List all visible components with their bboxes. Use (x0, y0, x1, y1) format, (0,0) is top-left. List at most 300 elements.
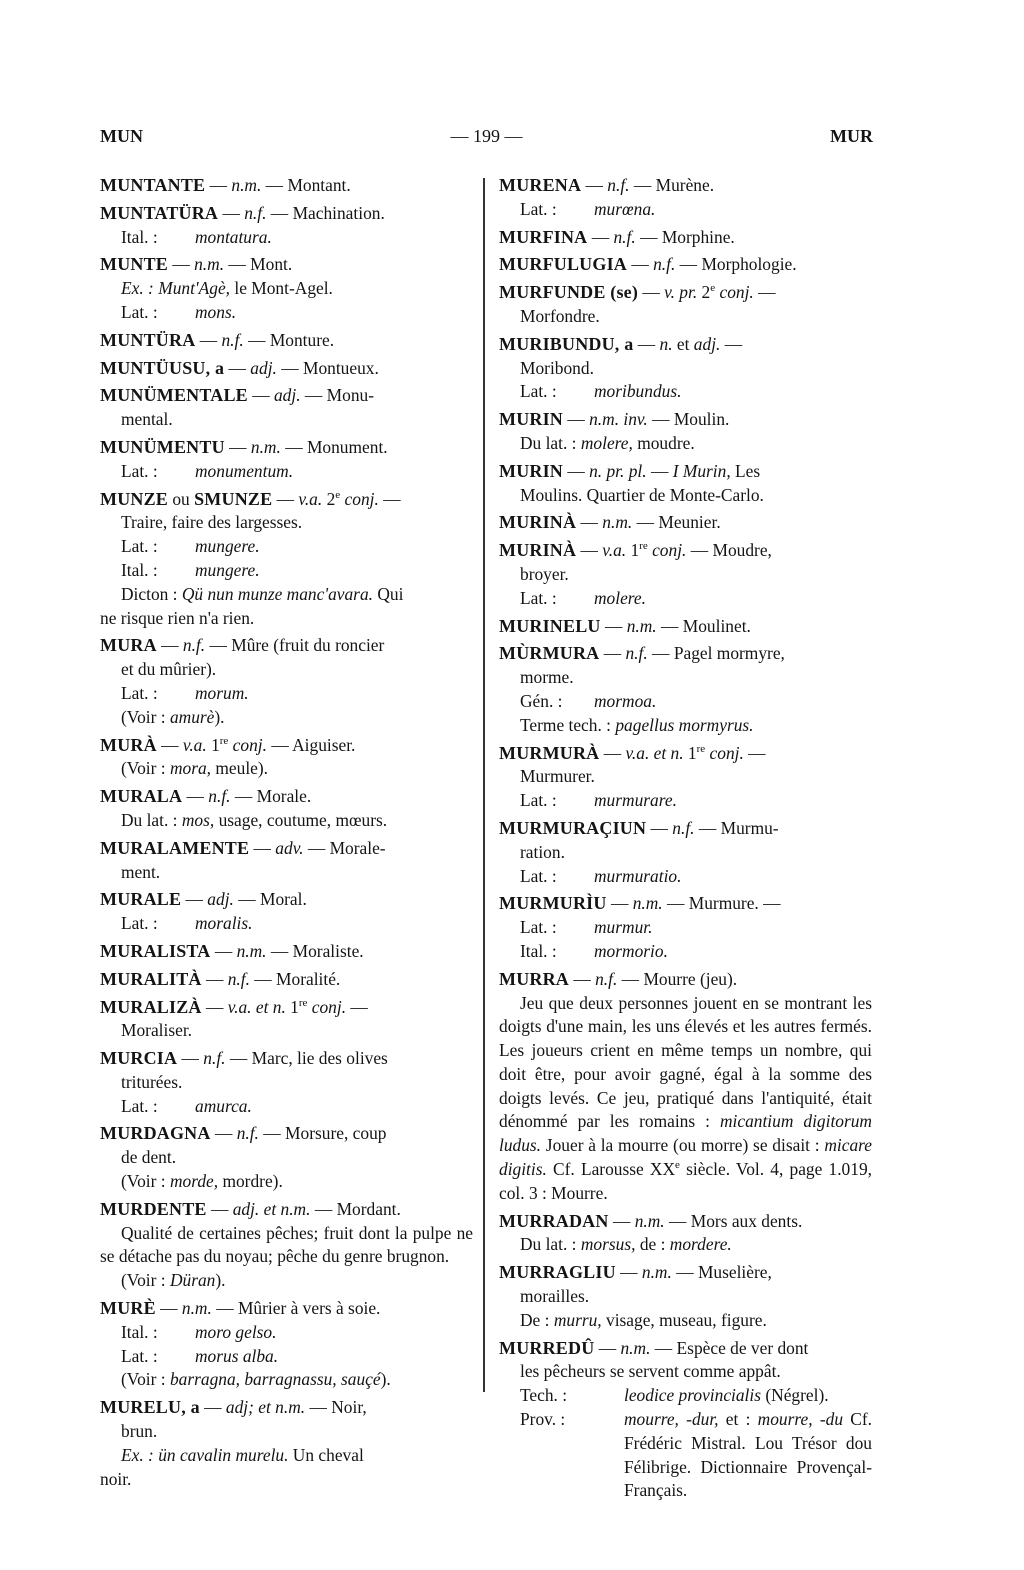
origin-word: mordere. (669, 1234, 732, 1255)
dictionary-entry (100, 1047, 473, 1118)
description-paragraph: Jeu que deux personnes jouent en se montrant les doigts d'une main, les uns élevés et les autres fermés. Les joueurs crient en même temps un nombre, qui doit être, pour avoir gagné, égal à la somme des doigts levés. Ce jeu, pratiqué dans l'antiquité, était dénommé par les romains : micantium digitorum ludus. Jouer à la mourre (ou morre) se disait : micare digitis. Cf. Larousse XXe siècle. Vol. 4, page 1.019, col. 3 : Mourre. (499, 992, 872, 1203)
etymology-value: morus alba. (195, 1345, 279, 1366)
description-paragraph: Qualité de certaines pêches; fruit dont la pulpe ne se détache pas du noyau; pêche du genre brugnon. (100, 1222, 473, 1267)
etymology-value: mungere. (195, 536, 260, 557)
headword: MURINELU (499, 615, 601, 636)
entry-headline: MUNÜMENTALE — adj. — Monu- (100, 385, 374, 406)
entry-headline: MURCIA — n.f. — Marc, lie des olives (100, 1048, 388, 1069)
conjugation-label: conj. (232, 734, 267, 755)
definition: Murmure. (688, 893, 759, 914)
dictionary-entry (100, 1297, 473, 1392)
headword: MURENA (499, 175, 582, 195)
latin-phrase: micantium digitorum ludus. (499, 1111, 872, 1156)
grammar-label: n.f. (607, 175, 630, 195)
headword: MURFINA (499, 226, 588, 247)
grammar-label: n.f. (653, 254, 676, 275)
conjugation-label: conj. (652, 540, 687, 561)
grammar-label: v.a. et n. (625, 742, 684, 763)
dictionary-entry (100, 436, 473, 484)
definition-continuation: ration. (520, 841, 565, 862)
entry-headline: MURRA — n.f. — Mourre (jeu). (499, 968, 738, 989)
definition: Morphologie. (701, 254, 797, 275)
headword: MURALIZÀ (100, 996, 202, 1017)
definition-continuation: Moulins. Quartier de Monte-Carlo. (520, 484, 764, 505)
definition: Murène. (655, 175, 715, 195)
dictionary-entry (100, 1396, 473, 1491)
dictionary-entry (100, 996, 473, 1044)
dictionary-entry (499, 333, 872, 404)
origin-word: mos, (181, 809, 215, 830)
definition: Espèce de ver dont (676, 1337, 809, 1358)
origin-line: Du lat. : morsus, de : mordere. (520, 1234, 732, 1255)
headword: MURRAGLIU (499, 1262, 616, 1283)
definition: Monture. (269, 329, 335, 350)
etymology-label: Lat. : (121, 1345, 158, 1366)
grammar-label: n.f. (613, 226, 636, 247)
dictionary-entry (499, 892, 872, 963)
example: Ex. : Munt'Agè, le Mont-Agel. (121, 278, 333, 299)
definition: Morsure, coup (285, 1123, 387, 1144)
etymology-label: Lat. : (121, 301, 158, 322)
grammar-label: v.a. (602, 540, 627, 561)
etymology-line (100, 1095, 473, 1119)
see-also-term: barragna, barragnassu, sauçé (169, 1369, 381, 1390)
headword: MURIN (499, 409, 563, 430)
example-text: ün cavalin murelu. (158, 1444, 289, 1465)
dictionary-entry (100, 174, 473, 198)
headword: MURDENTE (100, 1198, 207, 1219)
see-also-term: Düran (169, 1270, 216, 1291)
definition-continuation: les pêcheurs se servent comme appât. (520, 1361, 781, 1382)
grammar-label: n.m. (250, 436, 281, 457)
headword: MURMURÌU (499, 893, 607, 914)
headword: MURIN (499, 460, 563, 481)
etymology-value: amurca. (195, 1095, 252, 1116)
etymology-value: mons. (195, 301, 237, 322)
headword: MUNTATÜRA (100, 202, 219, 223)
etymology-line (100, 559, 473, 583)
dictionary-entry (100, 888, 473, 936)
dictionary-entry (100, 785, 473, 833)
see-also: (Voir : amurè). (121, 706, 225, 727)
tech-value: leodice provincialis (Négrel). (624, 1385, 829, 1406)
entry-headline: MURMURÌU — n.m. — Murmure. — (499, 893, 781, 914)
etymology-line (100, 682, 473, 706)
headword: MURDAGNA (100, 1123, 211, 1144)
dictionary-entry (100, 1198, 473, 1293)
headword: MUNÜMENTALE (100, 385, 248, 406)
grammar-label: n.f. (236, 1123, 259, 1144)
etymology-line (499, 865, 872, 889)
grammar-label: adj. (273, 385, 301, 406)
dictionary-entry (100, 357, 473, 381)
definition: Moulin. (673, 409, 730, 430)
headword: MUNÜMENTU (100, 436, 225, 457)
etymology-value: morum. (195, 682, 249, 703)
right-column (499, 174, 872, 1507)
definition-continuation: brun. (121, 1421, 158, 1442)
entry-headline: MURDAGNA — n.f. — Morsure, coup (100, 1123, 387, 1144)
dictionary-entry (100, 1122, 473, 1193)
etymology-label: Lat. : (121, 536, 158, 557)
definition: Morale- (329, 837, 386, 858)
headword: MUNTÜUSU, a (100, 357, 225, 378)
entry-headline: MURRADAN — n.m. — Mors aux dents. (499, 1210, 803, 1231)
definition: Mont. (250, 254, 293, 275)
conjugation-label: conj. (709, 742, 744, 763)
headword: MURMURAÇIUN (499, 817, 647, 838)
definition: Moralité. (276, 968, 341, 989)
headword: MURIBUNDU, a (499, 333, 634, 354)
headword-variant: SMUNZE (194, 488, 273, 509)
etymology-label: Ital. : (121, 226, 158, 247)
grammar-label: n. pr. pl. (589, 460, 647, 481)
definition: Pagel mormyre, (673, 643, 785, 664)
provencal-word: mourre, -dur, (624, 1409, 719, 1430)
definition: Mûre (fruit du roncier (231, 635, 385, 656)
etymology-line (100, 535, 473, 559)
entry-headline: MURÈ — n.m. — Mûrier à vers à soie. (100, 1298, 381, 1319)
entry-headline: MURMURÀ — v.a. et n. 1re conj. — (499, 742, 766, 763)
etymology-value: murmuratio. (594, 865, 682, 886)
dictionary-entry (499, 1261, 872, 1332)
page-header (100, 126, 873, 154)
definition-continuation: Morfondre. (520, 305, 600, 326)
entry-headline: MURFUNDE (se) — v. pr. 2e conj. — (499, 282, 776, 303)
entry-headline: MURA — n.f. — Mûre (fruit du roncier (100, 635, 385, 656)
etymology-line (499, 789, 872, 813)
grammar-label: adj. (250, 357, 277, 378)
entry-headline: MURALITÀ — n.f. — Moralité. (100, 968, 341, 989)
entry-headline: MÙRMURA — n.f. — Pagel mormyre, (499, 643, 785, 664)
grammar-label: adj. (207, 889, 234, 910)
definition: Monument. (306, 436, 388, 457)
dictionary-entry (100, 488, 473, 631)
entry-headline: MUNTÜUSU, a — adj. — Montueux. (100, 357, 379, 378)
conjugation-superscript: re (219, 734, 229, 747)
headword: MURRA (499, 968, 569, 989)
entry-headline: MURINÀ — v.a. 1re conj. — Moudre, (499, 540, 772, 561)
definition: Monu- (326, 385, 374, 406)
grammar-label: adj; et n.m. (225, 1397, 306, 1418)
grammar-label: n.m. (641, 1262, 672, 1283)
etymology-label: Lat. : (121, 460, 158, 481)
entry-headline: MURIBUNDU, a — n. et adj. — (499, 333, 743, 354)
entry-headline: MURREDÛ — n.m. — Espèce de ver dont (499, 1337, 809, 1358)
entry-headline: MURELU, a — adj; et n.m. — Noir, (100, 1397, 367, 1418)
grammar-label: n.m. (236, 940, 267, 961)
tech-label: Tech. : (520, 1385, 568, 1406)
definition: Morale. (256, 786, 312, 807)
provencal-value: mourre, -dur, et : mourre, -du Cf. Frédéric Mistral. Lou Trésor dou Félibrige. Dictionnaire Provençal-Français. (624, 1409, 873, 1501)
headword: MURALE (100, 889, 182, 910)
etymology-label: Gén. : (520, 690, 563, 711)
see-also: (Voir : Düran). (121, 1270, 226, 1291)
etymology-line (499, 380, 872, 404)
grammar-label: n.f. (672, 817, 695, 838)
definition-continuation: morme. (520, 667, 574, 688)
etymology-label: Lat. : (520, 587, 557, 608)
latin-phrase: micare digitis. (499, 1135, 872, 1180)
headword: MUNTE (100, 254, 168, 275)
etymology-value: moro gelso. (195, 1321, 277, 1342)
entry-headline: MUNTE — n.m. — Mont. (100, 254, 293, 275)
headword: MUNTÜRA (100, 329, 196, 350)
saying-translation: ne risque rien n'a rien. (100, 607, 255, 628)
example: Ex. : ün cavalin murelu. Un cheval (121, 1444, 364, 1465)
entry-headline: MUNÜMENTU — n.m. — Monument. (100, 436, 388, 457)
origin-word: molere, (580, 432, 633, 453)
definition: Machination. (292, 202, 385, 223)
dictionary-entry (100, 940, 473, 964)
example-text: Munt'Agè, (158, 278, 231, 299)
tech-name: leodice provincialis (624, 1385, 761, 1406)
conjugation-label: conj. (344, 488, 379, 509)
grammar-label: n. (659, 333, 673, 354)
grammar-label: adv. (275, 837, 304, 858)
etymology-value: molere. (594, 587, 646, 608)
dictionary-entry (499, 253, 872, 277)
definition: Murmu- (720, 817, 779, 838)
grammar-label: n.m. (634, 1210, 665, 1231)
conjugation-superscript: e (335, 488, 341, 501)
headword: MUNTANTE (100, 175, 206, 195)
grammar-label: n.f. (182, 635, 206, 656)
headword: MURALISTA (100, 940, 211, 961)
definition-italic: I Murin, (672, 460, 731, 481)
etymology-value: moribundus. (594, 381, 682, 402)
etymology-label: Lat. : (520, 198, 557, 219)
entry-headline: MURALE — adj. — Moral. (100, 889, 307, 910)
dictionary-entry (100, 384, 473, 432)
grammar-label: n.f. (203, 1048, 226, 1069)
dictionary-entry (499, 642, 872, 737)
definition-continuation: Moraliser. (121, 1020, 192, 1041)
origin-line: Du lat. : molere, moudre. (520, 432, 695, 453)
etymology-label: Lat. : (520, 381, 557, 402)
grammar-label: v. pr. (664, 282, 698, 303)
dictionary-entry (499, 408, 872, 456)
example-continuation: noir. (100, 1468, 132, 1489)
definition: Moudre, (712, 540, 772, 561)
definition: Noir, (331, 1397, 367, 1418)
grammar-label: n.m. (602, 512, 633, 533)
headword: MURCIA (100, 1048, 178, 1069)
etymology-line (100, 1345, 473, 1369)
grammar-label: n.f. (208, 786, 231, 807)
origin-line: Du lat. : mos, usage, coutume, mœurs. (121, 809, 388, 830)
grammar-label: n.m. (231, 175, 262, 195)
grammar-label: v.a. (298, 488, 323, 509)
provencal-line (499, 1408, 872, 1503)
headword: MURFUNDE (se) (499, 282, 639, 303)
grammar-label: n.m. (194, 254, 225, 275)
dictionary-entry (100, 837, 473, 885)
etymology-value: murmur. (594, 917, 653, 938)
dictionary-entry (100, 253, 473, 324)
etymology-value: murœna. (594, 198, 656, 219)
superscript: e (675, 1159, 680, 1172)
definition-continuation: triturées. (121, 1071, 183, 1092)
etymology-value: mungere. (195, 559, 260, 580)
dictionary-entry (499, 460, 872, 508)
grammar-label: n.m. (620, 1337, 651, 1358)
see-also-term: amurè (169, 706, 215, 727)
etymology-line (499, 587, 872, 611)
etymology-label: Lat. : (121, 1095, 158, 1116)
dictionary-entry (499, 226, 872, 250)
definition-continuation: broyer. (520, 563, 569, 584)
example-label: Ex. : (121, 1444, 154, 1465)
technical-term: Terme tech. : pagellus mormyrus. (520, 714, 754, 735)
conjugation-label: conj. (311, 996, 347, 1017)
entry-headline: MURIN — n.m. inv. — Moulin. (499, 409, 730, 430)
definition: Mordant. (336, 1198, 401, 1219)
definition: Les (735, 460, 761, 481)
entry-headline: MUNTATÜRA — n.f. — Machination. (100, 202, 385, 223)
entry-headline: MUNTANTE — n.m. — Montant. (100, 175, 351, 195)
headword: MURINÀ (499, 512, 577, 533)
etymology-line (100, 226, 473, 250)
headword: MURALAMENTE (100, 837, 250, 858)
grammar-label: n.f. (221, 329, 244, 350)
entry-headline: MURDENTE — adj. et n.m. — Mordant. (100, 1198, 401, 1219)
entry-headline: MURFULUGIA — n.f. — Morphologie. (499, 254, 797, 275)
etymology-line (499, 916, 872, 940)
column-divider (483, 178, 485, 1392)
etymology-value: mormoa. (594, 690, 657, 711)
grammar-label: adj. (693, 333, 721, 354)
conjugation-superscript: re (696, 742, 706, 755)
provencal-word: mourre, -du (757, 1409, 844, 1430)
dictionary-entry (499, 615, 872, 639)
grammar-label: n.m. (626, 615, 657, 636)
entry-headline: MURÀ — v.a. 1re conj. — Aiguiser. (100, 734, 356, 755)
example-label: Ex. : (121, 278, 154, 299)
definition: Moulinet. (682, 615, 751, 636)
headword: MURRADAN (499, 1210, 609, 1231)
etymology-label: Ital. : (121, 559, 158, 580)
provencal-label: Prov. : (520, 1409, 566, 1430)
entry-headline: MURALISTA — n.m. — Moraliste. (100, 940, 364, 961)
definition: Mors aux dents. (690, 1210, 803, 1231)
definition-continuation: Murmurer. (520, 766, 595, 787)
definition: Marc, lie des olives (251, 1048, 388, 1069)
grammar-label: n.m. (632, 893, 663, 914)
dictionary-entry (499, 1337, 872, 1504)
saying-text: Qü nun munze manc'avara. (181, 583, 373, 604)
definition: Mûrier à vers à soie. (237, 1298, 381, 1319)
etymology-label: Lat. : (520, 865, 557, 886)
etymology-label: Lat. : (121, 682, 158, 703)
definition: Montant. (287, 175, 351, 195)
definition-continuation: mental. (121, 409, 173, 430)
etymology-label: Lat. : (121, 913, 158, 934)
entry-headline: MURRAGLIU — n.m. — Muselière, (499, 1262, 772, 1283)
grammar-label: v.a. (182, 734, 207, 755)
etymology-label: Lat. : (520, 917, 557, 938)
definition: Morphine. (661, 226, 735, 247)
etymology-line (100, 912, 473, 936)
dictionary-entry (499, 1210, 872, 1258)
headword: MURINÀ (499, 540, 577, 561)
tech-line (499, 1384, 872, 1408)
grammar-label: n.m. inv. (589, 409, 648, 430)
headword: MURALA (100, 786, 183, 807)
etymology-label: Lat. : (520, 790, 557, 811)
entry-headline: MUNTÜRA — n.f. — Monture. (100, 329, 335, 350)
headword: MURALITÀ (100, 968, 202, 989)
definition-continuation: morailles. (520, 1286, 590, 1307)
definition: Meunier. (658, 512, 721, 533)
definition-continuation: de dent. (121, 1147, 177, 1168)
dictionary-entry (100, 634, 473, 729)
headword: MURFULUGIA (499, 254, 627, 275)
entry-headline: MURMURAÇIUN — n.f. — Murmu- (499, 817, 779, 838)
definition: Muselière, (697, 1262, 772, 1283)
dictionary-entry (499, 968, 872, 1206)
etymology-line (100, 1321, 473, 1345)
definition-continuation: Traire, faire des largesses. (121, 512, 303, 533)
grammar-label: n.f. (625, 643, 648, 664)
dictionary-entry (100, 202, 473, 250)
definition: Aiguiser. (292, 734, 356, 755)
headword: MUNZE (100, 488, 168, 509)
conjugation-label: conj. (719, 282, 754, 303)
dictionary-entry (499, 281, 872, 329)
entry-headline: MURALAMENTE — adv. — Morale- (100, 837, 386, 858)
definition: Moraliste. (292, 940, 364, 961)
conjugation-superscript: re (298, 996, 308, 1009)
headword: MURÀ (100, 734, 157, 755)
headword: MURMURÀ (499, 742, 600, 763)
entry-headline: MURALIZÀ — v.a. et n. 1re conj. — (100, 996, 368, 1017)
etymology-value: montatura. (195, 226, 272, 247)
grammar-label: n.f. (595, 968, 618, 989)
etymology-line (499, 198, 872, 222)
see-also-term: mora, (169, 758, 212, 779)
dictionary-entry (100, 734, 473, 782)
etymology-line (100, 301, 473, 325)
grammar-label: v.a. et n. (227, 996, 286, 1017)
page-number: — 199 — (450, 126, 523, 146)
grammar-label: n.f. (244, 202, 267, 223)
etymology-label: Ital. : (520, 940, 557, 961)
entry-headline: MURFINA — n.f. — Morphine. (499, 226, 735, 247)
etymology-label: Ital. : (121, 1321, 158, 1342)
headword: MÙRMURA (499, 643, 600, 664)
grammar-label: adj. et n.m. (232, 1198, 311, 1219)
entry-headline: MURINÀ — n.m. — Meunier. (499, 512, 721, 533)
grammar-label: n.m. (181, 1298, 212, 1319)
definition: Montueux. (302, 357, 379, 378)
definition-continuation: ment. (121, 861, 161, 882)
entry-headline: MURALA — n.f. — Morale. (100, 786, 312, 807)
dictionary-entry (499, 817, 872, 888)
etymology-value: mormorio. (594, 940, 668, 961)
definition: Moral. (259, 889, 307, 910)
entry-headline: MURIN — n. pr. pl. — I Murin, Les (499, 460, 761, 481)
etymology-line (100, 460, 473, 484)
dictionary-entry (499, 742, 872, 813)
see-also: (Voir : mora, meule). (121, 758, 269, 779)
etymology-value: monumentum. (195, 460, 294, 481)
see-also-term: morde, (169, 1171, 219, 1192)
dictionary-entry (499, 174, 872, 222)
etymology-value: murmurare. (594, 790, 677, 811)
header-right-guideword: MUR (830, 126, 873, 146)
conjugation-superscript: e (710, 282, 716, 295)
